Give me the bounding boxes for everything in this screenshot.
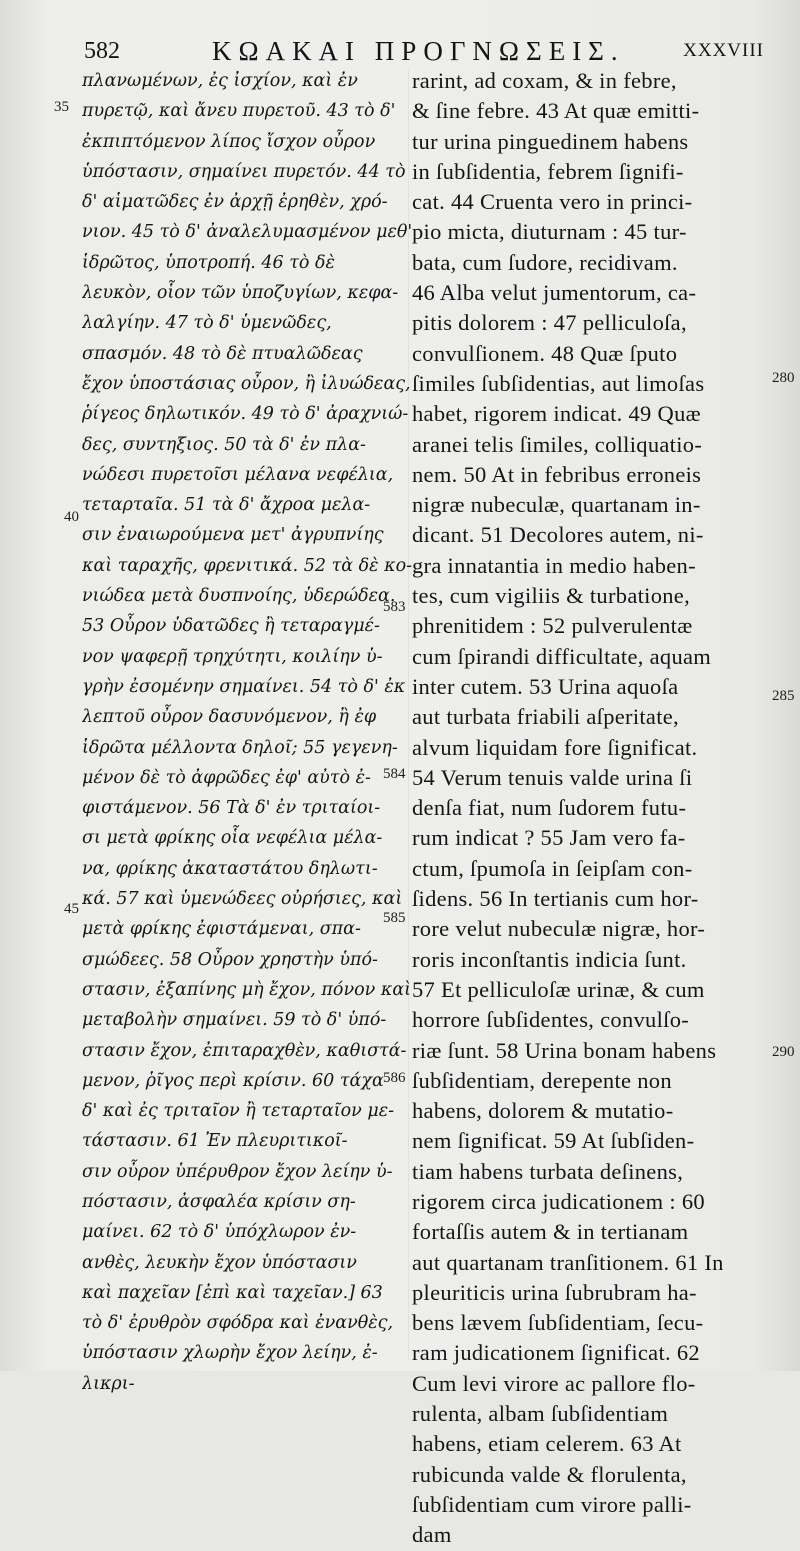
text-line: λεπτοῦ οὖρον δασυνόμενον, ἢ ἐφ bbox=[82, 707, 377, 728]
text-line: 57 Et pelliculoſæ urinæ, & cum bbox=[412, 976, 705, 1002]
text-line: ἱδρῶτα μέλλοντα δηλοῖ; 55 γεγενη- bbox=[82, 737, 398, 758]
text-line: ſidens. 56 In tertianis cum hor- bbox=[412, 886, 699, 912]
text-line: ἐκπιπτόμενον λίπος ἴσχον οὖρον bbox=[82, 131, 376, 152]
text-line: rum indicat ? 55 Jam vero fa- bbox=[412, 825, 686, 851]
text-line: στασιν, ἐξαπίνης μὴ ἔχον, πόνον καὶ bbox=[82, 979, 411, 1000]
text-line: σιν οὖρον ὑπέρυθρον ἔχον λείην ὑ- bbox=[82, 1161, 393, 1182]
text-line: πυρετῷ, καὶ ἄνευ πυρετοῦ. 43 τὸ δ' bbox=[82, 101, 396, 122]
text-line: ſimiles ſubſidentias, aut limoſas bbox=[412, 370, 705, 396]
text-line: fortaſſis autem & in tertianam bbox=[412, 1219, 689, 1245]
text-line: να, φρίκης ἀκαταστάτου δηλωτι- bbox=[82, 858, 378, 879]
text-line: καὶ παχεῖαν [ἐπὶ καὶ ταχεῖαν.] 63 bbox=[82, 1282, 383, 1303]
text-line: & ſine febre. 43 At quæ emitti- bbox=[412, 98, 700, 124]
text-line: μετὰ φρίκης ἐφιστάμεναι, σπα- bbox=[82, 919, 361, 940]
text-line: 54 Verum tenuis valde urina ſi bbox=[412, 764, 693, 790]
text-line: πλανωμένων, ἐς ἰσχίον, καὶ ἐν bbox=[82, 71, 358, 91]
text-line: phrenitidem : 52 pulverulentæ bbox=[412, 613, 693, 639]
text-line: rore velut nubeculæ nigræ, hor- bbox=[412, 916, 706, 942]
text-line: riæ ſunt. 58 Urina bonam habens bbox=[412, 1037, 717, 1063]
text-line: rarint, ad coxam, & in febre, bbox=[412, 68, 677, 93]
text-line: cat. 44 Cruenta vero in princi- bbox=[412, 189, 693, 215]
margin-line-number: 280 bbox=[772, 370, 795, 386]
text-line: in ſubſidentia, febrem ſignifi- bbox=[412, 158, 684, 184]
greek-text-column bbox=[82, 66, 412, 1399]
text-line: habet, rigorem indicat. 49 Quæ bbox=[412, 401, 701, 427]
text-line: ram judicationem ſignificat. 62 bbox=[412, 1340, 700, 1366]
text-line: δ' αἱματῶδες ἐν ἀρχῇ ἐρηθὲν, χρό- bbox=[82, 192, 388, 213]
text-line: ἱδρῶτος, ὑποτροπή. 46 τὸ δὲ bbox=[82, 252, 335, 273]
text-line: λευκὸν, οἷον τῶν ὑποζυγίων, κεφα- bbox=[82, 283, 399, 304]
text-line: τεταρταῖα. 51 τὰ δ' ἄχροα μελα- bbox=[82, 495, 371, 516]
text-line: στασιν ἔχον, ἐπιταραχθὲν, καθιστά- bbox=[82, 1040, 407, 1061]
running-header bbox=[84, 34, 764, 68]
text-line: λαλγίην. 47 τὸ δ' ὑμενῶδες, bbox=[82, 313, 332, 334]
page-title: ΚΩΑΚΑΙ ΠΡΟΓΝΩΣΕΙΣ. bbox=[212, 36, 625, 66]
margin-page-ref: 583 bbox=[383, 599, 406, 615]
text-line: σμώδεες. 58 Οὖρον χρηστὴν ὑπό- bbox=[82, 949, 378, 970]
text-line: aranei telis ſimiles, colliquatio- bbox=[412, 431, 703, 457]
text-line: 53 Οὖρον ὑδατῶδες ἢ τεταραγμέ- bbox=[82, 616, 380, 637]
text-line: rulenta, albam ſubſidentiam bbox=[412, 1401, 669, 1427]
text-line: κά. 57 καὶ ὑμενώδεες οὐρήσιες, καὶ bbox=[82, 889, 403, 910]
margin-page-ref: 585 bbox=[383, 910, 406, 926]
text-line: τάστασιν. 61 Ἐν πλευριτικοῖ- bbox=[82, 1131, 348, 1152]
page-number: 582 bbox=[84, 38, 120, 64]
text-line: δ' καὶ ἐς τριταῖον ἢ τεταρταῖον με- bbox=[82, 1101, 394, 1122]
text-line: Cum levi virore ac pallore flo- bbox=[412, 1370, 696, 1396]
text-line: rigorem circa judicationem : 60 bbox=[412, 1188, 705, 1214]
text-line: ὑπόστασιν χλωρὴν ἔχον λείην, ἐ- bbox=[82, 1343, 378, 1364]
text-line: nem ſignificat. 59 At ſubſiden- bbox=[412, 1128, 695, 1154]
text-line: ctum, ſpumoſa in ſeipſam con- bbox=[412, 855, 693, 881]
text-line: roris inconſtantis indicia ſunt. bbox=[412, 946, 687, 972]
margin-page-ref: 586 bbox=[383, 1070, 406, 1086]
text-line: nigræ nubeculæ, quartanam in- bbox=[412, 492, 701, 518]
text-line: pitis dolorem : 47 pelliculoſa, bbox=[412, 310, 687, 336]
text-line: μεταβολὴν σημαίνει. 59 τὸ δ' ὑπό- bbox=[82, 1010, 387, 1031]
text-line: inter cutem. 53 Urina aquoſa bbox=[412, 673, 679, 699]
text-line: ſubſidentiam cum virore palli- bbox=[412, 1491, 692, 1517]
text-line: νιον. 45 τὸ δ' ἀναλελυμασμένον μεθ' bbox=[82, 222, 412, 243]
text-line: νον ψαφερῇ τρηχύτητι, κοιλίην ὑ- bbox=[82, 646, 383, 667]
text-line: tur urina pinguedinem habens bbox=[412, 128, 689, 154]
text-line: horrore ſubſidentes, convulſo- bbox=[412, 1007, 690, 1033]
text-line: ſubſidentiam, derepente non bbox=[412, 1067, 672, 1093]
latin-text-column bbox=[412, 66, 767, 1551]
text-line: μένον δὲ τὸ ἀφρῶδες ἐφ' αὐτὸ ἐ- bbox=[82, 767, 371, 788]
text-line: pio micta, diuturnam : 45 tur- bbox=[412, 219, 687, 245]
section-number: XXXVIII bbox=[683, 40, 764, 61]
text-line: δες, συντηξιος. 50 τὰ δ' ἐν πλα- bbox=[82, 434, 366, 455]
text-line: μαίνει. 62 τὸ δ' ὑπόχλωρον ἐν- bbox=[82, 1222, 357, 1243]
margin-line-number: 45 bbox=[64, 901, 79, 917]
text-line: νώδεσι πυρετοῖσι μέλανα νεφέλια, bbox=[82, 464, 394, 485]
text-line: ῥίγεος δηλωτικόν. 49 τὸ δ' ἀραχνιώ- bbox=[82, 404, 409, 425]
text-line: bata, cum ſudore, recidivam. bbox=[412, 249, 678, 275]
text-line: habens, dolorem & mutatio- bbox=[412, 1098, 674, 1124]
text-line: ανθὲς, λευκὴν ἔχον ὑπόστασιν bbox=[82, 1252, 357, 1273]
text-line: μενον, ῥῖγος περὶ κρίσιν. 60 τάχα bbox=[82, 1070, 384, 1091]
text-line: rubicunda valde & florulenta, bbox=[412, 1461, 687, 1487]
text-line: cum ſpirandi difficultate, aquam bbox=[412, 643, 712, 669]
margin-line-number: 35 bbox=[54, 99, 69, 115]
margin-line-number: 40 bbox=[64, 509, 79, 525]
text-line: dicant. 51 Decolores autem, ni- bbox=[412, 522, 704, 548]
text-line: denſa fiat, num ſudorem futu- bbox=[412, 795, 687, 821]
margin-line-number: 290 bbox=[772, 1044, 795, 1060]
text-line: γρὴν ἐσομένην σημαίνει. 54 τὸ δ' ἐκ bbox=[82, 676, 406, 697]
text-line: ἔχον ὑποστάσιας οὖρον, ἢ ἰλυώδεας, bbox=[82, 373, 411, 394]
text-line: convulſionem. 48 Quæ ſputo bbox=[412, 340, 678, 366]
text-line: νιώδεα μετὰ δυσπνοίης, ὑδερώδεα. bbox=[82, 586, 396, 607]
text-line: bens lævem ſubſidentiam, ſecu- bbox=[412, 1310, 704, 1336]
text-line: tes, cum vigiliis & turbatione, bbox=[412, 583, 691, 609]
text-line: τὸ δ' ἐρυθρὸν σφόδρα καὶ ἐνανθὲς, bbox=[82, 1313, 394, 1334]
text-line: gra innatantia in medio haben- bbox=[412, 552, 696, 578]
margin-line-number: 285 bbox=[772, 688, 795, 704]
text-line: 46 Alba velut jumentorum, ca- bbox=[412, 280, 697, 306]
text-line: aut quartanam tranſitionem. 61 In bbox=[412, 1249, 724, 1275]
text-line: πόστασιν, ἀσφαλέα κρίσιν ση- bbox=[82, 1191, 356, 1212]
text-line: tiam habens turbata deſinens, bbox=[412, 1158, 684, 1184]
text-line: καὶ ταραχῆς, φρενιτικά. 52 τὰ δὲ κο- bbox=[82, 555, 412, 576]
text-line: ὑπόστασιν, σημαίνει πυρετόν. 44 τὸ bbox=[82, 161, 406, 182]
margin-page-ref: 584 bbox=[383, 766, 406, 782]
text-line: σπασμόν. 48 τὸ δὲ πτυαλῶδεας bbox=[82, 343, 363, 364]
text-line: nem. 50 At in febribus erroneis bbox=[412, 461, 702, 487]
text-line: pleuriticis urina ſubrubram ha- bbox=[412, 1279, 697, 1305]
text-line: habens, etiam celerem. 63 At bbox=[412, 1431, 682, 1457]
text-line: λικρι- bbox=[82, 1373, 135, 1394]
text-line: dam bbox=[412, 1522, 452, 1548]
text-line: aut turbata friabili aſperitate, bbox=[412, 704, 679, 730]
text-line: alvum liquidam fore ſignificat. bbox=[412, 734, 698, 760]
text-line: σιν ἐναιωρούμενα μετ' ἀγρυπνίης bbox=[82, 525, 384, 546]
text-line: φιστάμενον. 56 Τὰ δ' ἐν τριταίοι- bbox=[82, 798, 381, 819]
text-line: σι μετὰ φρίκης οἷα νεφέλια μέλα- bbox=[82, 828, 383, 849]
